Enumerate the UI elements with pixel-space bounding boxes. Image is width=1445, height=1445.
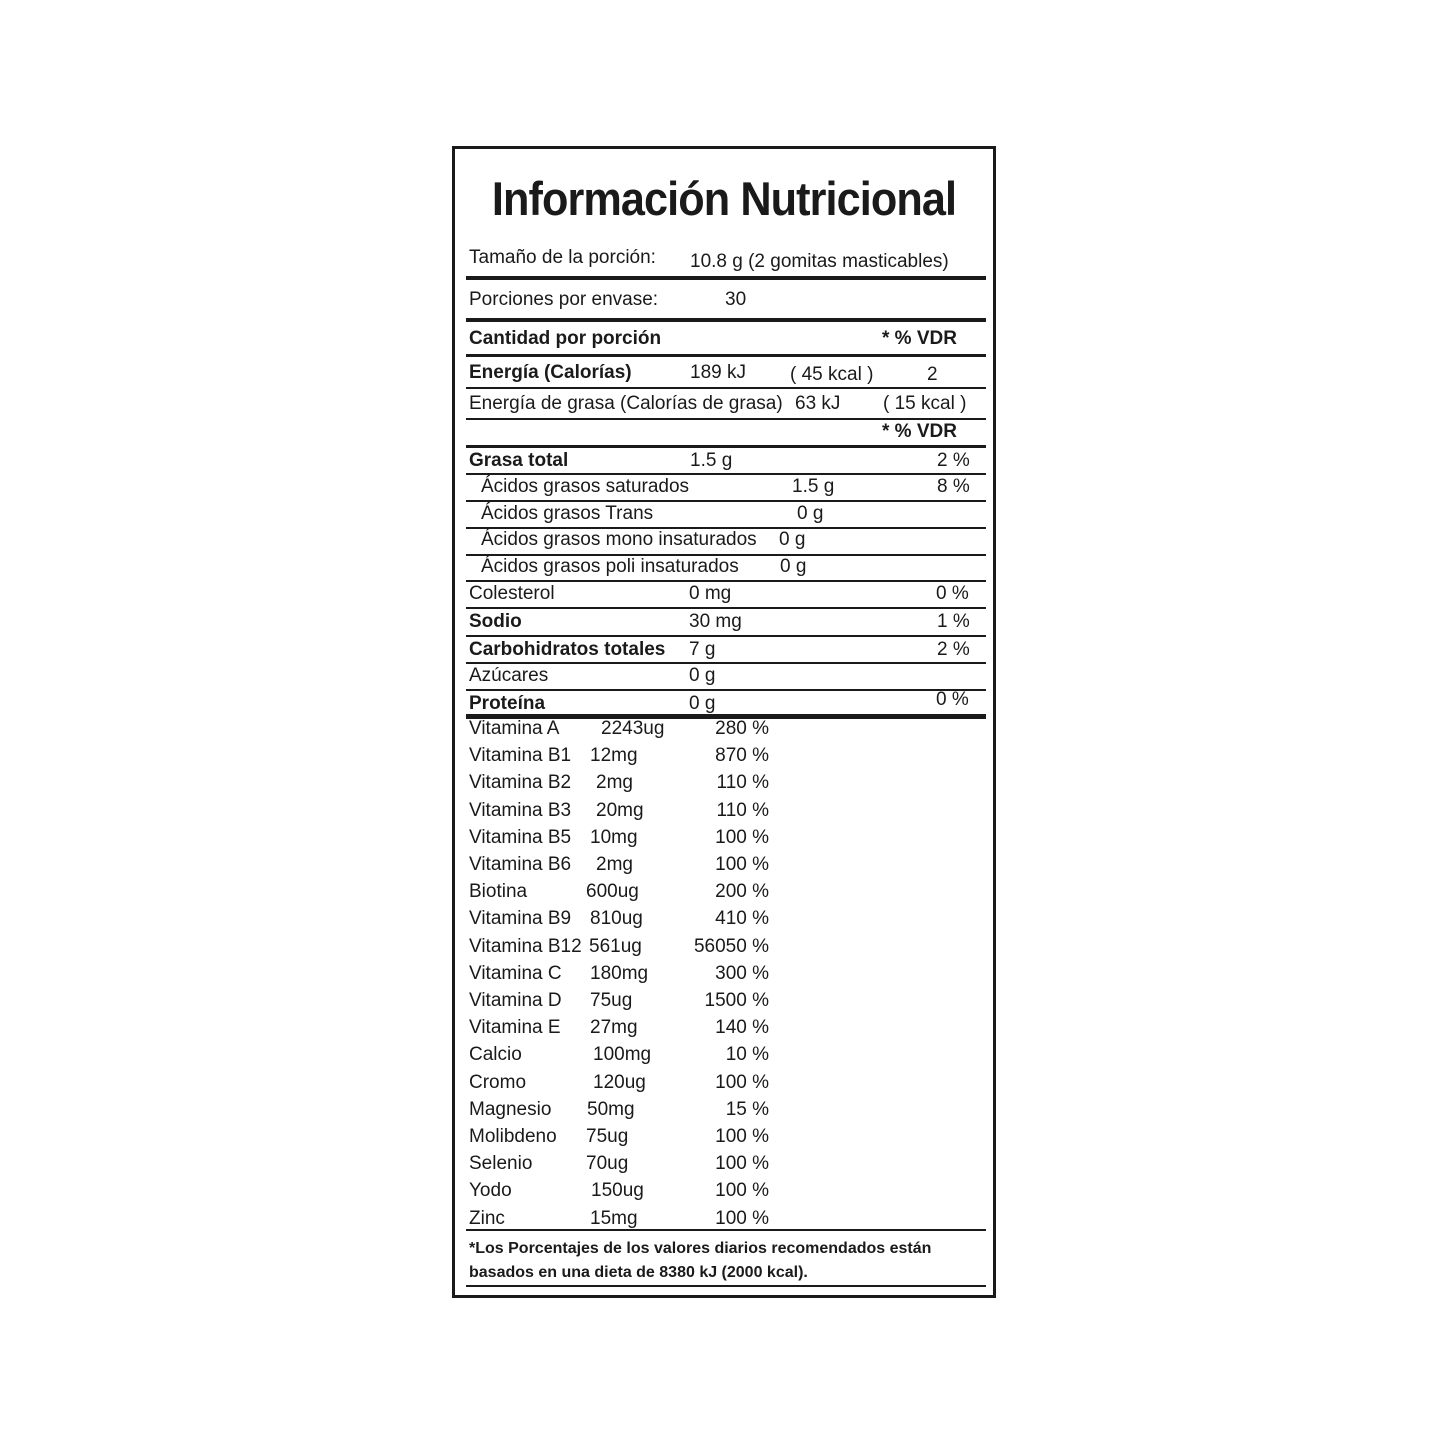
- micronutrient-vdr: 280 %: [715, 718, 769, 739]
- micronutrient-amount: 120ug: [593, 1071, 646, 1093]
- sodium-label: Sodio: [469, 611, 522, 632]
- micronutrient-amount: 50mg: [587, 1098, 635, 1120]
- micronutrient-amount: 180mg: [590, 962, 649, 984]
- micronutrient-name: Cromo: [469, 1071, 527, 1093]
- divider-line: [466, 445, 986, 448]
- micronutrient-amount: 12mg: [590, 745, 638, 767]
- amount-per-serving-label: Cantidad por porción: [469, 328, 662, 349]
- micronutrient-amount: 100mg: [593, 1044, 652, 1066]
- saturated-fat-vdr: 8 %: [937, 476, 970, 497]
- cholesterol-vdr: 0 %: [936, 583, 969, 604]
- carbohydrates-amount: 7 g: [689, 639, 716, 660]
- micronutrient-name: Vitamina B1: [469, 745, 572, 767]
- micronutrient-vdr: 110 %: [716, 799, 769, 821]
- sugars-label: Azúcares: [469, 665, 549, 686]
- divider-line: [466, 580, 986, 582]
- divider-line: [466, 418, 986, 420]
- energy-vdr: 2: [927, 364, 938, 385]
- micronutrient-vdr: 56050 %: [693, 935, 769, 957]
- divider-line: [466, 473, 986, 475]
- micronutrient-vdr: 110 %: [716, 772, 769, 794]
- micronutrient-amount: 2mg: [596, 854, 633, 875]
- micronutrient-amount: 810ug: [590, 908, 643, 930]
- divider-line: [466, 387, 986, 389]
- energy-kj: 189 kJ: [690, 362, 746, 383]
- micronutrient-vdr: 300 %: [715, 962, 769, 984]
- energy-label: Energía (Calorías): [469, 362, 632, 383]
- micronutrient-vdr: 200 %: [715, 881, 769, 903]
- micronutrient-name: Vitamina B6: [469, 854, 572, 875]
- micronutrient-name: Vitamina A: [469, 718, 560, 739]
- micronutrient-name: Vitamina B9: [469, 908, 572, 930]
- micronutrient-amount: 600ug: [586, 881, 639, 903]
- carbohydrates-vdr: 2 %: [937, 639, 970, 660]
- poly-fat-label: Ácidos grasos poli insaturados: [481, 556, 739, 577]
- micronutrient-amount: 75ug: [586, 1126, 629, 1147]
- micronutrient-name: Biotina: [469, 881, 528, 903]
- trans-fat-label: Ácidos grasos Trans: [481, 503, 654, 524]
- fat-energy-label: Energía de grasa (Calorías de grasa): [469, 393, 783, 414]
- mono-fat-label: Ácidos grasos mono insaturados: [481, 529, 757, 550]
- micronutrient-vdr: 100 %: [715, 854, 769, 875]
- divider-line: [466, 607, 986, 609]
- micronutrient-name: Vitamina C: [469, 962, 562, 984]
- micronutrient-name: Yodo: [469, 1180, 512, 1202]
- servings-per-container-value: 30: [725, 289, 747, 310]
- micronutrient-name: Zinc: [469, 1207, 505, 1229]
- saturated-fat-label: Ácidos grasos saturados: [481, 476, 690, 497]
- panel-title: Información Nutricional: [491, 172, 957, 225]
- micronutrient-name: Vitamina E: [469, 1017, 561, 1039]
- total-fat-amount: 1.5 g: [690, 450, 733, 471]
- micronutrient-vdr: 100 %: [715, 1126, 769, 1147]
- protein-vdr: 0 %: [936, 689, 969, 710]
- carbohydrates-label: Carbohidratos totales: [469, 639, 666, 660]
- divider-line: [466, 1285, 986, 1287]
- footnote: *Los Porcentajes de los valores diarios recomendados están basados en una dieta de 8380 kJ (2000 kcal).: [469, 1240, 932, 1281]
- micronutrient-vdr: 140 %: [715, 1017, 769, 1039]
- divider-line: [466, 276, 986, 280]
- poly-fat-amount: 0 g: [780, 556, 807, 577]
- micronutrient-vdr: 410 %: [715, 908, 769, 930]
- micronutrient-amount: 75ug: [590, 990, 633, 1011]
- saturated-fat-amount: 1.5 g: [792, 476, 835, 497]
- divider-line: [466, 318, 986, 322]
- vdr-header: * % VDR: [882, 328, 957, 349]
- micronutrient-amount: 2243ug: [601, 718, 665, 739]
- micronutrient-name: Vitamina B2: [469, 772, 572, 794]
- micronutrient-vdr: 100 %: [715, 1180, 769, 1202]
- fat-energy-kcal: ( 15 kcal ): [883, 393, 967, 414]
- micronutrient-name: Magnesio: [469, 1098, 552, 1120]
- micronutrient-vdr: 100 %: [715, 1153, 769, 1175]
- divider-line: [466, 1229, 986, 1231]
- micronutrient-vdr: 10 %: [725, 1044, 769, 1066]
- sodium-vdr: 1 %: [937, 611, 970, 632]
- vdr-header-2: * % VDR: [882, 421, 957, 442]
- divider-line: [466, 500, 986, 502]
- cholesterol-label: Colesterol: [469, 583, 555, 604]
- micronutrient-name: Vitamina D: [469, 990, 562, 1011]
- serving-size-label: Tamaño de la porción:: [469, 247, 656, 268]
- micronutrient-vdr: 870 %: [715, 745, 769, 767]
- micronutrient-amount: 150ug: [591, 1180, 644, 1202]
- serving-size-value: 10.8 g (2 gomitas masticables): [690, 251, 949, 272]
- micronutrient-vdr: 15 %: [725, 1098, 769, 1120]
- micronutrient-amount: 2mg: [596, 772, 633, 794]
- micronutrient-vdr: 100 %: [715, 1071, 769, 1093]
- micronutrient-name: Vitamina B3: [469, 799, 572, 821]
- nutrition-facts-panel: [452, 146, 996, 1298]
- divider-line: [466, 354, 986, 357]
- micronutrient-name: Vitamina B12: [469, 935, 582, 957]
- micronutrient-amount: 27mg: [590, 1017, 638, 1039]
- protein-amount: 0 g: [689, 693, 716, 714]
- micronutrient-amount: 20mg: [596, 799, 644, 821]
- micronutrient-amount: 561ug: [589, 935, 642, 957]
- micronutrient-name: Molibdeno: [469, 1126, 557, 1147]
- micronutrient-amount: 70ug: [586, 1153, 629, 1175]
- micronutrient-name: Vitamina B5: [469, 826, 572, 848]
- cholesterol-amount: 0 mg: [689, 583, 732, 604]
- total-fat-vdr: 2 %: [937, 450, 970, 471]
- micronutrient-vdr: 100 %: [715, 1207, 769, 1229]
- micronutrient-name: Selenio: [469, 1153, 533, 1175]
- servings-per-container-label: Porciones por envase:: [469, 289, 659, 310]
- sodium-amount: 30 mg: [689, 611, 742, 632]
- energy-kcal: ( 45 kcal ): [790, 364, 874, 385]
- trans-fat-amount: 0 g: [797, 503, 824, 524]
- micronutrient-amount: 15mg: [590, 1207, 638, 1229]
- fat-energy-kj: 63 kJ: [795, 393, 841, 414]
- divider-line: [466, 662, 986, 664]
- protein-label: Proteína: [469, 693, 546, 714]
- total-fat-label: Grasa total: [469, 450, 569, 471]
- micronutrient-vdr: 100 %: [715, 826, 769, 848]
- divider-line: [466, 635, 986, 637]
- sugars-amount: 0 g: [689, 665, 716, 686]
- micronutrient-name: Calcio: [469, 1044, 522, 1066]
- mono-fat-amount: 0 g: [779, 529, 806, 550]
- micronutrient-amount: 10mg: [590, 826, 638, 848]
- divider-line: [466, 689, 986, 691]
- micronutrient-vdr: 1500 %: [704, 990, 769, 1011]
